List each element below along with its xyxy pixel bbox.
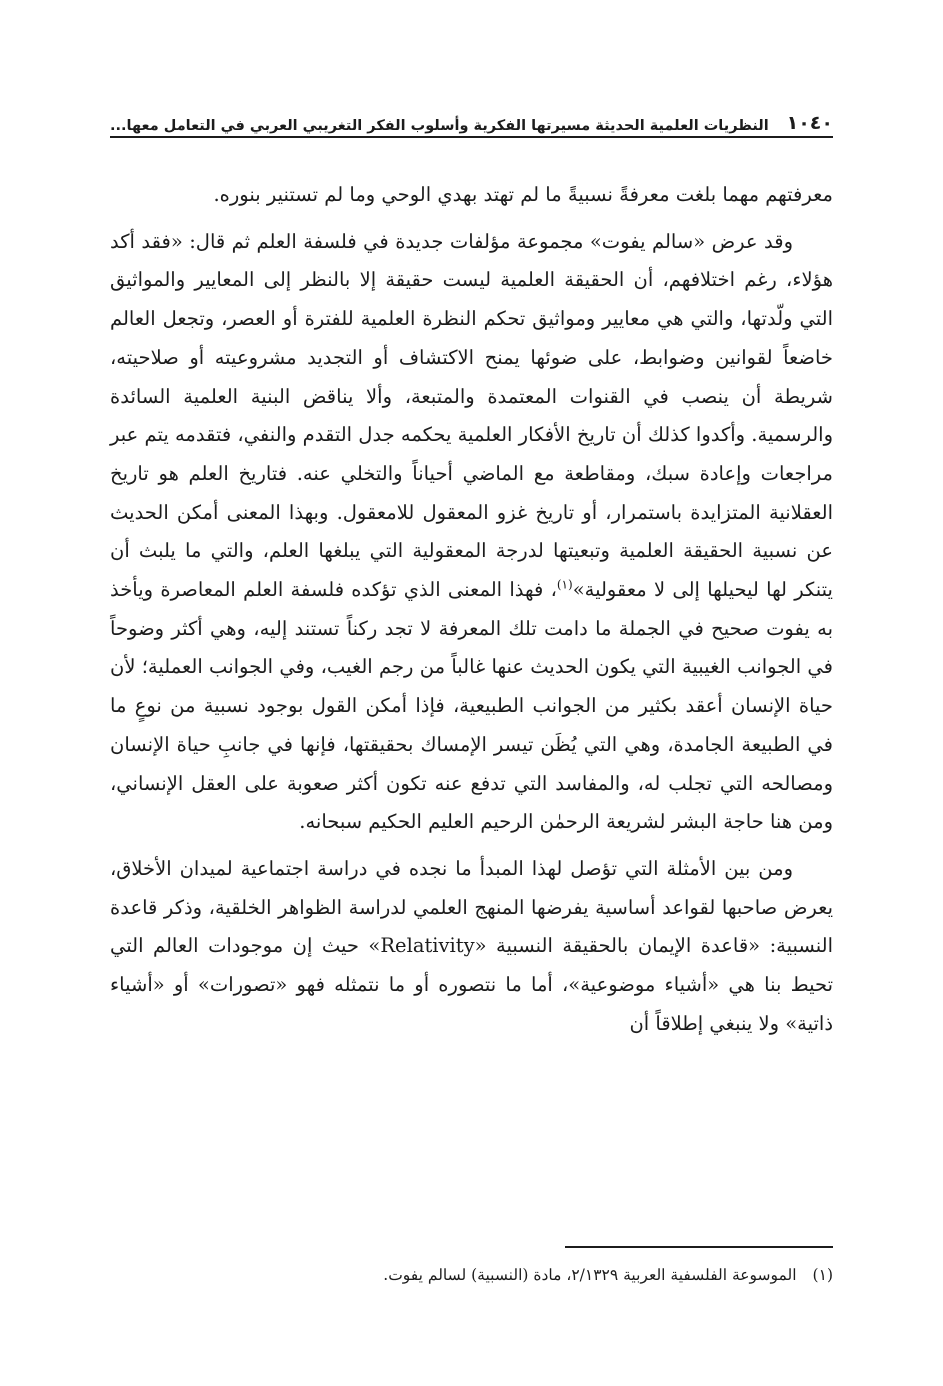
footnote-text: الموسوعة الفلسفية العربية ٢/١٣٢٩، مادة (النسبية) لسالم يفوت. xyxy=(383,1266,797,1284)
book-page xyxy=(110,100,833,1300)
paragraph-2 xyxy=(110,223,833,842)
paragraph-3: ومن بين الأمثلة التي تؤصل لهذا المبدأ ما نجده في دراسة اجتماعية لميدان الأخلاق، يعرض صاحبها لقواعد أساسية يفرضها المنهج العلمي لدراسة الظواهر الخلقية، وذكر قاعدة النسبية: «قاعدة الإيمان بالحقيقة النسبية «Relativity» حيث إن موجودات العالم التي تحيط بنا هي «أشياء موضوعية»، أما ما نتصوره أو ما نتمثله فهو «تصورات» أو «أشياء ذاتية» ولا ينبغي إطلاقاً أن xyxy=(110,856,833,1035)
footnote xyxy=(110,1262,833,1288)
paragraph-2-quote: وقد عرض «سالم يفوت» مجموعة مؤلفات جديدة في فلسفة العلم ثم قال: «فقد أكد هؤلاء، رغم اختلافهم، أن الحقيقة العلمية ليست حقيقة إلا بالنظر إلى المعايير والمواثيق التي ولّدتها، والتي هي معايير ومواثيق تحكم النظرة العلمية للفترة أو العصر، وتجعل العالم خاضعاً لقوانين وضوابط، على ضوئها يمنح الاكتشاف أو التجديد مشروعيته أو صلاحيته، شريطة أن ينصب في القنوات المعتمدة والمتبعة، وألا يناقض البنية العلمية السائدة والرسمية. وأكدوا كذلك أن تاريخ الأفكار العلمية يحكمه جدل التقدم والنفي، فتقدمه يتم عبر مراجعات وإعادة سبك، ومقاطعة مع الماضي أحياناً والتخلي عنه. فتاريخ العلم هو تاريخ العقلانية المتزايدة باستمرار، أو تاريخ غزو المعقول للامعقول. وبهذا المعنى أمكن الحديث عن نسبية الحقيقة العلمية وتبعيتها لدرجة المعقولية التي يبلغها العلم، والتي ما يلبث أن يتنكر لها ليحيلها إلى لا معقولية» xyxy=(110,229,833,602)
body-text xyxy=(110,176,833,1043)
paragraph-1: معرفتهم مهما بلغت معرفةً نسبيةً ما لم تهتد بهدي الوحي وما لم تستنير بنوره. xyxy=(213,183,833,206)
page-number: ١٠٤٠ xyxy=(786,112,833,134)
footnote-reference: (١) xyxy=(556,577,573,592)
running-header xyxy=(110,100,833,138)
footnote-number: (١) xyxy=(812,1266,833,1284)
paragraph-2-continuation: ، فهذا المعنى الذي تؤكده فلسفة العلم المعاصرة ويأخذ به يفوت صحيح في الجملة ما دامت تلك المعرفة لا تجد ركناً تستند إليه، وهي أكثر وضوحاً في الجوانب الغيبية التي يكون الحديث عنها غالباً من رجم الغيب، وفي الجوانب العملية؛ لأن حياة الإنسان أعقد بكثير من الجوانب الطبيعية، فإذا أمكن القول بوجود نسبية من نوعٍ ما في الطبيعة الجامدة، وهي التي يُظَن تيسر الإمساك بحقيقتها، فإنها في جانبِ حياة الإنسان ومصالحه التي تجلب له، والمفاسد التي تدفع عنه تكون أكثر صعوبة على العقل الإنساني، ومن هنا حاجة البشر لشريعة الرحمٰن الرحيم العليم الحكيم سبحانه. xyxy=(110,578,833,834)
footnote-divider xyxy=(565,1246,833,1248)
running-title: النظريات العلمية الحديثة مسيرتها الفكرية وأسلوب الفكر التغريبي العربي في التعامل معها... xyxy=(110,118,769,134)
